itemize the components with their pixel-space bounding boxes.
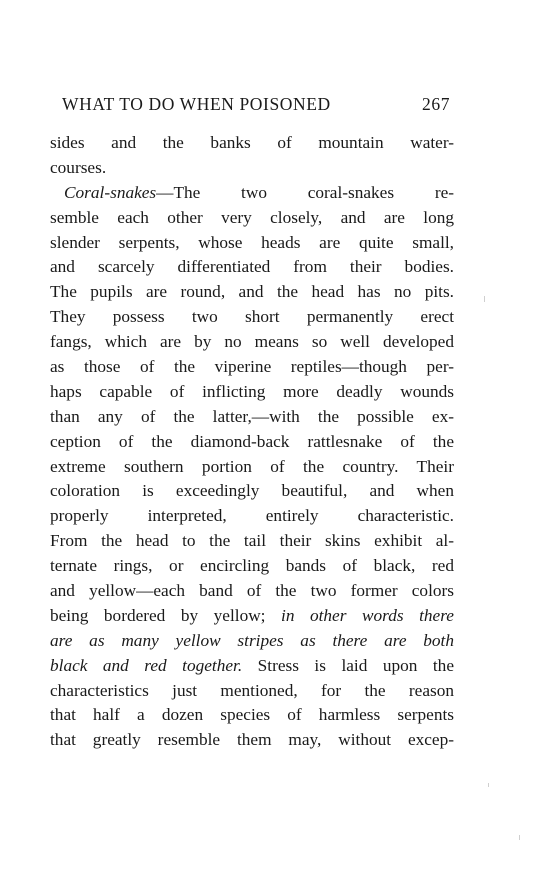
text-segment: fangs, which are by no means so well developed	[50, 332, 454, 352]
text-line	[50, 554, 454, 579]
text-line	[50, 703, 454, 728]
text-segment: properly interpreted, entirely characteristic.	[50, 506, 454, 526]
paper-mark	[484, 296, 485, 302]
paper-mark	[488, 783, 489, 787]
text-line	[50, 206, 454, 231]
text-segment: being bordered by yellow;	[50, 605, 282, 625]
italic-text: Coral-snakes	[64, 182, 157, 202]
italic-text: are as many yellow stripes as there are both	[50, 630, 454, 650]
text-line	[50, 504, 454, 529]
text-segment: —The two coral-snakes re-	[156, 182, 454, 202]
text-line	[50, 654, 454, 679]
text-line	[50, 330, 454, 355]
text-segment: as those of the viperine reptiles—though per-	[50, 357, 454, 377]
text-line	[50, 529, 454, 554]
running-title: WHAT TO DO WHEN POISONED	[62, 94, 331, 114]
text-segment: Stress is laid upon the	[242, 655, 454, 675]
text-line	[50, 131, 454, 156]
text-segment: than any of the latter,—with the possible ex-	[50, 406, 454, 426]
text-segment: that half a dozen species of harmless serpents	[50, 705, 454, 725]
text-line	[50, 728, 454, 753]
text-segment: ception of the diamond-back rattlesnake of the	[50, 431, 454, 451]
text-segment: They possess two short permanently erect	[50, 307, 454, 327]
page-header	[62, 94, 462, 115]
text-line	[50, 355, 454, 380]
text-segment: courses.	[50, 157, 107, 177]
italic-text: black and red together.	[50, 655, 243, 675]
text-line	[50, 430, 454, 455]
text-segment: slender serpents, whose heads are quite small,	[50, 232, 454, 252]
page-number: 267	[422, 94, 451, 114]
text-segment: sides and the banks of mountain water-	[50, 133, 454, 152]
text-line	[50, 679, 454, 704]
paper-mark	[519, 835, 520, 840]
body-text	[50, 131, 454, 753]
text-line	[50, 479, 454, 504]
text-line	[50, 579, 454, 604]
text-line	[50, 629, 454, 654]
text-line	[50, 280, 454, 305]
text-segment: and scarcely differentiated from their bodies.	[50, 257, 454, 277]
text-segment: semble each other very closely, and are long	[50, 207, 454, 227]
text-segment: From the head to the tail their skins exhibit al-	[50, 531, 454, 551]
text-segment: and yellow—each band of the two former colors	[50, 581, 454, 601]
text-segment: ternate rings, or encircling bands of black, red	[50, 556, 454, 576]
text-line	[50, 455, 454, 480]
italic-text: in other words there	[281, 605, 454, 625]
text-segment: that greatly resemble them may, without excep-	[50, 730, 454, 750]
text-line	[50, 305, 454, 330]
text-line	[50, 156, 454, 181]
text-line	[50, 405, 454, 430]
text-segment: extreme southern portion of the country. Their	[50, 456, 454, 476]
text-line	[50, 604, 454, 629]
text-line	[50, 380, 454, 405]
text-segment: The pupils are round, and the head has no pits.	[50, 282, 454, 302]
text-segment: characteristics just mentioned, for the reason	[50, 680, 454, 700]
text-segment: haps capable of inflicting more deadly wounds	[50, 381, 454, 401]
text-line	[50, 181, 454, 206]
text-line	[50, 255, 454, 280]
text-segment: coloration is exceedingly beautiful, and when	[50, 481, 454, 501]
text-line	[50, 231, 454, 256]
